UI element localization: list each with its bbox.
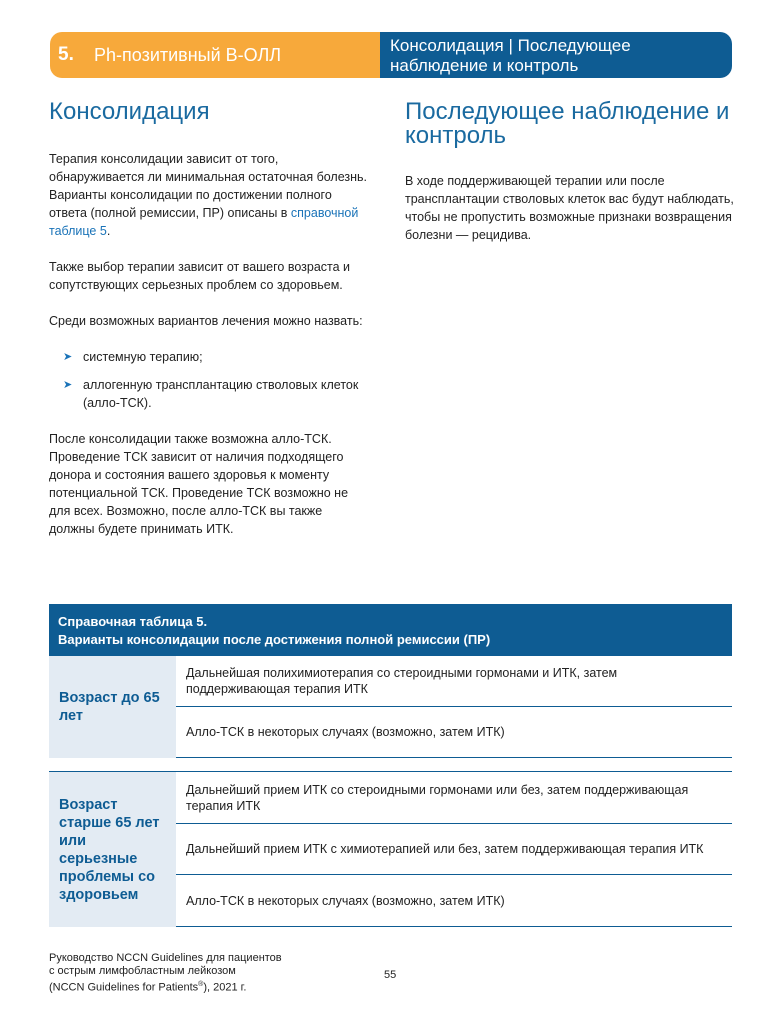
left-column: [49, 100, 369, 556]
footer-line-3: (NCCN Guidelines for Patients®), 2021 г.: [49, 981, 247, 994]
group-label: Возраст старше 65 лет или серьезные проблемы со здоровьем: [49, 772, 176, 927]
group-label: Возраст до 65 лет: [49, 656, 176, 758]
reference-table-5: [49, 604, 732, 927]
consolidation-paragraph-4: После консолидации также возможна алло-ТСК. Проведение ТСК зависит от наличия подходящего донора и состояния вашего здоровья к моменту потенциальной ТСК. Проведение ТСК возможно не для всех. Возможно, после алло-ТСК вы также должны будете принимать ИТК.: [49, 432, 349, 536]
section-title: Ph-позитивный В-ОЛЛ: [94, 44, 282, 65]
treatment-options-list: [49, 348, 369, 412]
table-group-divider: [49, 758, 732, 772]
table-row: Алло-ТСК в некоторых случаях (возможно, затем ИТК): [176, 707, 732, 758]
footer: [49, 952, 282, 995]
section-number: 5.: [58, 44, 74, 65]
follow-up-heading: Последующее наблюдение и контроль: [405, 98, 730, 149]
table-row: Алло-ТСК в некоторых случаях (возможно, затем ИТК): [176, 875, 732, 927]
list-item: ➤ системную терапию;: [63, 350, 203, 364]
reference-table-link[interactable]: справочной таблице 5: [49, 206, 359, 238]
chevron-right-icon: ➤: [63, 379, 73, 391]
consolidation-paragraph-2: Также выбор терапии зависит от вашего возраста и сопутствующих серьезных проблем со здоровьем.: [49, 260, 351, 292]
table-row: Дальнейший прием ИТК со стероидными гормонами или без, затем поддерживающая терапия ИТК: [176, 772, 732, 824]
table-group-under-65: [49, 656, 732, 758]
follow-up-paragraph: В ходе поддерживающей терапии или после трансплантации стволовых клеток вас будут наблюдать, чтобы не пропустить возможные признаки возвращения болезни — рецидива.: [405, 174, 734, 242]
footer-line-1: Руководство NCCN Guidelines для пациентов: [49, 952, 282, 964]
consolidation-heading: Консолидация: [49, 98, 210, 125]
page-topic-header: Консолидация | Последующее наблюдение и контроль: [380, 32, 732, 78]
footer-line-2: с острым лимфобластным лейкозом: [49, 965, 236, 977]
consolidation-paragraph-3: Среди возможных вариантов лечения можно назвать:: [49, 314, 363, 328]
table-title-line-2: Варианты консолидации после достижения полной ремиссии (ПР): [58, 632, 491, 647]
page-number: 55: [384, 969, 397, 981]
table-row: Дальнейшая полихимиотерапия со стероидными гормонами и ИТК, затем поддерживающая терапия ИТК: [176, 656, 732, 707]
table-group-over-65: [49, 772, 732, 927]
table-header: [49, 604, 732, 656]
chevron-right-icon: ➤: [63, 351, 73, 363]
list-item: ➤ аллогенную трансплантацию стволовых клеток (алло-ТСК).: [63, 378, 359, 410]
table-title-line-1: Справочная таблица 5.: [58, 614, 208, 629]
right-column: [405, 100, 735, 262]
section-header: [50, 32, 390, 78]
table-row: Дальнейший прием ИТК с химиотерапией или без, затем поддерживающая терапия ИТК: [176, 824, 732, 875]
consolidation-paragraph-1: Терапия консолидации зависит от того, обнаруживается ли минимальная остаточная болезнь. Варианты консолидации по достижении полного ответа (полной ремиссии, ПР) описаны в справочной таблице 5.: [49, 152, 367, 238]
